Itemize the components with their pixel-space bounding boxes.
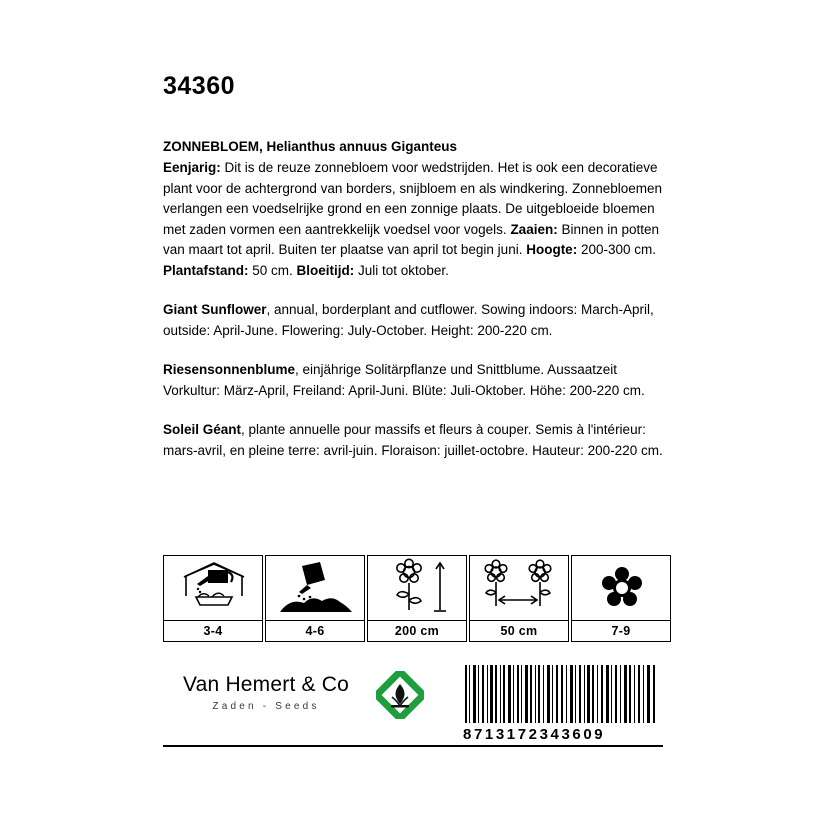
brand-name: Van Hemert & Co — [183, 673, 350, 696]
description-dutch — [163, 158, 663, 281]
dutch-lead: Eenjarig: — [163, 160, 221, 175]
icon-cell-height — [367, 555, 467, 642]
french-text: , plante annuelle pour massifs et fleurs à couper. Semis à l'intérieur: mars-avril, en pleine terre: avril-juin. Floraison: juillet-octobre. Hauteur: 200-220 cm. — [163, 422, 663, 458]
brand-block — [183, 673, 349, 712]
spacer — [163, 281, 663, 300]
barcode-image — [463, 665, 659, 723]
dutch-bold-1: Zaaien: — [510, 221, 558, 237]
flowering-period-icon — [571, 555, 671, 620]
english-text: , annual, borderplant and cutflower. Sowing indoors: March-April, outside: April-June. Flowering: July-October. Height: 200-220 cm. — [163, 302, 654, 338]
sow-outdoors-label: 4-6 — [265, 620, 365, 642]
flowering-period-label: 7-9 — [571, 620, 671, 642]
green-diamond-logo — [376, 671, 424, 719]
spacer — [163, 341, 663, 360]
plant-distance-icon — [469, 555, 569, 620]
dutch-text-2: Binnen in potten van maart tot april. Buiten ter plaatse van april tot begin juni. — [163, 221, 660, 258]
description-german — [163, 360, 663, 401]
german-lead: Riesensonnenblume — [163, 362, 296, 378]
dutch-text-5: Juli tot oktober. — [354, 262, 449, 278]
description-english — [163, 300, 663, 341]
description-french — [163, 420, 663, 461]
icon-cell-sow-outdoors — [265, 555, 365, 642]
plant-height-label: 200 cm — [367, 620, 467, 642]
icon-cell-distance — [469, 555, 569, 642]
bottom-divider — [163, 745, 663, 747]
icon-cell-flowering — [571, 555, 671, 642]
sow-indoors-label: 3-4 — [163, 620, 263, 642]
plant-height-icon — [367, 555, 467, 620]
dutch-text-1: Dit is de reuze zonnebloem voor wedstrijden. Het is ook een decoratieve plant voor de achtergrond van borders, snijbloem en als windkering. Zonnebloemen verlangen een voedselrijke grond en een zonnige plaats. De uitgebloeide bloemen met zaden vormen een aantrekkelijk voedsel voor vogels. — [163, 160, 663, 237]
dutch-bold-3: Plantafstand: — [163, 262, 249, 278]
text-content — [163, 72, 663, 461]
english-lead: Giant Sunflower — [163, 302, 267, 318]
sow-indoors-icon — [163, 555, 263, 620]
product-title: ZONNEBLOEM, Helianthus annuus Giganteus — [163, 139, 458, 154]
dutch-text-3: 200-300 cm. — [577, 242, 656, 258]
dutch-bold-2: Hoogte: — [526, 242, 578, 258]
sku-number: 34360 — [163, 72, 236, 100]
french-lead: Soleil Géant — [163, 422, 242, 438]
sow-outdoors-icon — [265, 555, 365, 620]
german-text: , einjährige Solitärpflanze und Snittblume. Aussaatzeit Vorkultur: März-April, Freiland: April-Juni. Blüte: Juli-Oktober. Höhe: 200-220 cm. — [163, 362, 645, 398]
icon-strip — [163, 555, 673, 642]
dutch-bold-4: Bloeitijd: — [296, 262, 355, 278]
spacer — [163, 401, 663, 420]
barcode-number: 8713172343609 — [463, 726, 606, 743]
barcode-block — [463, 665, 663, 743]
icon-cell-sow-indoors — [163, 555, 263, 642]
plant-distance-label: 50 cm — [469, 620, 569, 642]
brand-subtitle: Zaden - Seeds — [212, 701, 320, 712]
dutch-text-4: 50 cm. — [248, 262, 297, 278]
